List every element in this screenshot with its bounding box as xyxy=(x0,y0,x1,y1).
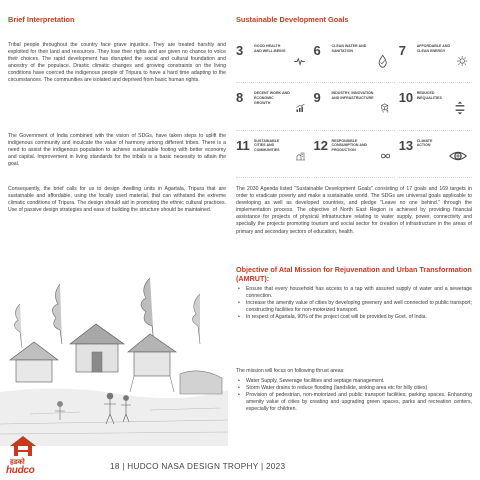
growth-chart-icon xyxy=(295,97,306,119)
city-icon xyxy=(295,145,306,167)
sdg-item xyxy=(314,85,395,130)
thrust-areas-intro: The mission will focus on following thrust areas: xyxy=(236,368,345,374)
sdg-number: 8 xyxy=(236,90,244,106)
water-drop-icon xyxy=(375,50,390,72)
brief-heading: Brief Interpretation xyxy=(8,15,75,24)
infinity-icon xyxy=(380,145,391,167)
brief-paragraph-1: Tribal people throughout the country face grave injustice. They are treated harshly and exploited for their land and resources. They lose their rights and are given no chance to voice their choices. The rapid development has disrupted the social and cultural foundation and ancestry of the populace. Drastic climatic changes and growing constraints on the living conditions have coerced the indigenous people of Tripura to have a hard time adapting to the circumstances. The communities are isolated and deprived from basic human rights. xyxy=(8,42,226,84)
cubes-icon xyxy=(379,97,390,119)
sdg-number: 7 xyxy=(398,43,406,58)
equality-icon xyxy=(452,97,468,119)
sdg-number: 10 xyxy=(398,90,414,106)
sdg-number: 13 xyxy=(398,137,414,153)
sdg-item xyxy=(236,133,310,178)
sdg-number: 3 xyxy=(236,43,244,58)
sdg-item xyxy=(236,85,310,130)
eye-globe-icon xyxy=(448,145,468,167)
amrut-heading: Objective of Atal Mission for Rejuvenation and Urban Transformation (AMRUT): xyxy=(236,265,472,284)
sun-energy-icon xyxy=(456,50,468,72)
list-item: • Storm Water drains to reduce flooding (landslide, sinking area etc for hilly cities) xyxy=(236,385,472,392)
sdg-label: CLEAN WATER AND SANITATION xyxy=(331,44,367,53)
brief-paragraph-3: Consequently, the brief calls for us to design dwelling units in Agartala, Tripura that are sustainable and affordable, using the locally used material, that can withstand the extreme climatic conditions of Tripura. The design should aid in promoting the ethnic cultural practices. Use of passive design strategies and ease of building the structure should be maintained. xyxy=(8,186,226,214)
sdg-number: 11 xyxy=(236,137,250,153)
sdg-item xyxy=(236,38,310,83)
sdg-label: DECENT WORK AND ECONOMIC GROWTH xyxy=(254,91,290,105)
sdg-label: RESPONSIBLE CONSUMPTION AND PRODUCTION xyxy=(331,138,368,152)
hudco-logo xyxy=(6,434,40,478)
thrust-areas-list xyxy=(236,378,472,413)
sdg-item xyxy=(399,38,473,83)
brief-paragraph-2: The Government of India combined with the vision of SDGs, have taken steps to uplift the indigenous community and inculcate the value of harmony among different tribes. There is a need to assist the indigenous population to achieve sustainable footing with better economy and capital. Improvement in living standards for the tribals is a basic necessity to attain the goal. xyxy=(8,133,226,168)
list-item: • Water Supply, Sewerage facilities and septage management. xyxy=(236,378,472,385)
heartbeat-icon xyxy=(293,50,306,72)
sdg-label: INDUSTRY, INNOVATION AND INFRASTRUCTURE xyxy=(331,91,374,100)
sdg-number: 6 xyxy=(313,43,321,58)
sdg-number: 9 xyxy=(313,90,321,106)
list-item: • Increase the amenity value of cities by developing greenery and well connected to public transport; constructing facilities for non-motorized transport. xyxy=(236,300,472,314)
sdg-label: SUSTAINABLE CITIES AND COMMUNITIES xyxy=(254,138,280,152)
sdg-label: REDUCED INEQUALITIES xyxy=(416,91,442,100)
list-item: • In respect of Agartala, 90% of the project cost will be provided by Govt. of India. xyxy=(236,314,472,321)
logo-english-text: hudco xyxy=(6,465,35,476)
sdg-label: GOOD HEALTH AND WELL-BEING xyxy=(254,44,286,53)
sdg-item xyxy=(314,38,395,83)
sdg-label: CLIMATE ACTION xyxy=(416,138,433,148)
page-footer: 18 | HUDCO NASA DESIGN TROPHY | 2023 xyxy=(110,462,286,471)
sdg-item xyxy=(399,133,473,178)
sdg-number: 12 xyxy=(313,137,329,153)
sdg-item xyxy=(399,85,473,130)
village-sketch-illustration xyxy=(0,274,228,446)
amrut-objectives-list xyxy=(236,286,472,321)
list-item: • Ensure that every household has access to a tap with assured supply of water and a sewerage connection. xyxy=(236,286,472,300)
sdg-grid xyxy=(236,38,472,178)
sdg-heading: Sustainable Development Goals xyxy=(236,15,349,24)
hudco-emblem-icon xyxy=(6,434,40,460)
sdg-item xyxy=(314,133,395,178)
sdg-paragraph: The 2030 Agenda listed "Sustainable Development Goals" consisting of 17 goals and 169 targets in order to eradicate poverty and make a sustainable world. The SDGs are universal goals applicable to developing as well as developed countries, and pledge "Leave no one behind." through the implementation process. The objective of North East Region is achieved by providing financial assistance for projects of physical infrastructure relating to water supply, power, connectivity and specially the projects promoting tourism and social sector for creation of infrastructure in the areas of primary and secondary sectors of education, health. xyxy=(236,186,472,235)
sdg-label: AFFORDABLE AND CLEAN ENERGY xyxy=(416,44,451,53)
logo-hindi-text: हडको xyxy=(10,459,25,466)
list-item: • Provision of pedestrian, non-motorized and public transport facilities, parking spaces. Enhancing amenity value of cities by creating and upgrading green spaces, parks and recreation centers, especially for children. xyxy=(236,392,472,413)
